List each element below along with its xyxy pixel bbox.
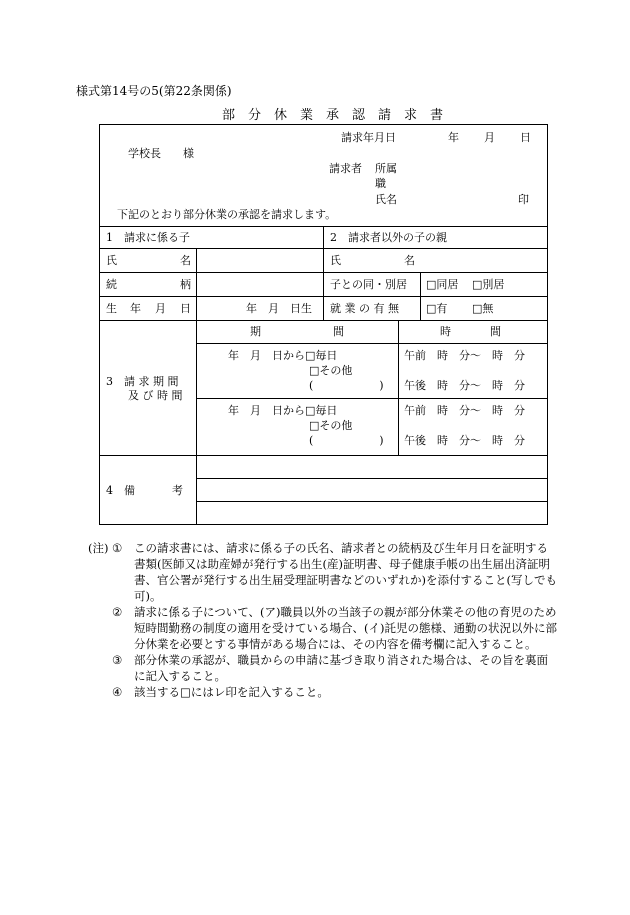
remarks-label-b: 考 <box>172 484 183 497</box>
period-label-line2: 及 び 時 間 <box>128 389 183 402</box>
period2-other-detail: ( ) <box>309 434 384 447</box>
time-header-b: 間 <box>490 325 501 338</box>
period2-other-checkbox[interactable]: □その他 <box>309 419 353 432</box>
note-item <box>112 604 558 652</box>
requester-name-label: 氏名 <box>375 193 397 206</box>
period1-pm-time: 午後 時 分～ 時 分 <box>404 379 525 392</box>
period-header-a: 期 <box>250 325 261 338</box>
request-date-day: 日 <box>520 131 531 144</box>
remarks-label-a: 4 備 <box>106 484 135 497</box>
birth-date-value: 年 月 日生 <box>246 302 312 315</box>
child-name-label-a: 氏 <box>106 254 117 267</box>
birth-label-1: 生 <box>106 302 117 315</box>
request-date-label: 請求年月日 <box>341 131 396 144</box>
relation-label-a: 続 <box>106 278 117 291</box>
child-name-label-b: 名 <box>180 254 191 267</box>
birth-label-2: 年 <box>130 302 141 315</box>
birth-label-4: 日 <box>180 302 191 315</box>
period1-other-detail: ( ) <box>309 379 384 392</box>
cohabit-label: 子との同・別居 <box>330 278 407 291</box>
period1-from: 年 月 日から□毎日 <box>228 349 338 362</box>
note-number: ① <box>112 541 123 555</box>
affiliation-label: 所属 <box>375 162 397 175</box>
employment-yes-checkbox[interactable]: □有 <box>426 302 448 315</box>
period2-pm-time: 午後 時 分～ 時 分 <box>404 434 525 447</box>
cohabit-separate-checkbox[interactable]: □別居 <box>472 278 505 291</box>
form-title: 部 分 休 業 承 認 請 求 書 <box>222 108 444 123</box>
request-date-year: 年 <box>448 131 459 144</box>
note-text: 部分休業の承認が、職員からの申請に基づき取り消された場合は、その旨を裏面に記入すること。 <box>134 653 548 683</box>
requester-label: 請求者 <box>329 162 362 175</box>
addressee: 学校長 様 <box>128 147 194 160</box>
relation-label-b: 柄 <box>180 278 191 291</box>
note-number: ④ <box>112 685 123 699</box>
request-date-month: 月 <box>484 131 495 144</box>
parent-name-label-b: 名 <box>404 254 415 267</box>
request-statement: 下記のとおり部分休業の承認を請求します。 <box>117 208 337 221</box>
position-label: 職 <box>375 177 386 190</box>
note-text: この請求書には、請求に係る子の氏名、請求者との続柄及び生年月日を証明する書類(医師又は助産婦が発行する出生(産)証明書、母子健康手帳の出生届出済証明書、官公署が発行する出生届受理証明書などのいずれか)を添付すること(写しでも可)。 <box>134 541 557 603</box>
section-other-parent: 2 請求者以外の子の親 <box>330 231 447 244</box>
note-item <box>112 652 558 684</box>
note-number: ② <box>112 605 123 619</box>
period2-from: 年 月 日から□毎日 <box>228 404 338 417</box>
time-header-a: 時 <box>440 325 451 338</box>
period1-other-checkbox[interactable]: □その他 <box>309 364 353 377</box>
note-text: 請求に係る子について、(ア)職員以外の当該子の親が部分休業その他の育児のため短時間勤務の制度の適用を受けている場合、(イ)託児の態様、通勤の状況以外に部分休業を必要とする事情がある場合には、その内容を備考欄に記入すること。 <box>134 605 557 651</box>
form-number: 様式第14号の5(第22条関係) <box>76 84 232 98</box>
note-item <box>112 540 558 604</box>
period1-am-time: 午前 時 分～ 時 分 <box>404 349 525 362</box>
period-label-line1: 3 請 求 期 間 <box>106 375 179 388</box>
note-text: 該当する□にはレ印を記入すること。 <box>134 685 329 699</box>
section-child: 1 請求に係る子 <box>106 231 190 244</box>
employment-label: 就 業 の 有 無 <box>330 302 399 315</box>
employment-no-checkbox[interactable]: □無 <box>472 302 494 315</box>
period2-am-time: 午前 時 分～ 時 分 <box>404 404 525 417</box>
parent-name-label-a: 氏 <box>330 254 341 267</box>
birth-label-3: 月 <box>155 302 166 315</box>
note-number: ③ <box>112 653 123 667</box>
cohabit-same-checkbox[interactable]: □同居 <box>426 278 459 291</box>
notes-prefix: (注) <box>88 541 109 555</box>
period-header-b: 間 <box>333 325 344 338</box>
notes-section <box>88 540 558 700</box>
note-item <box>112 684 558 700</box>
seal-mark: 印 <box>518 193 529 206</box>
